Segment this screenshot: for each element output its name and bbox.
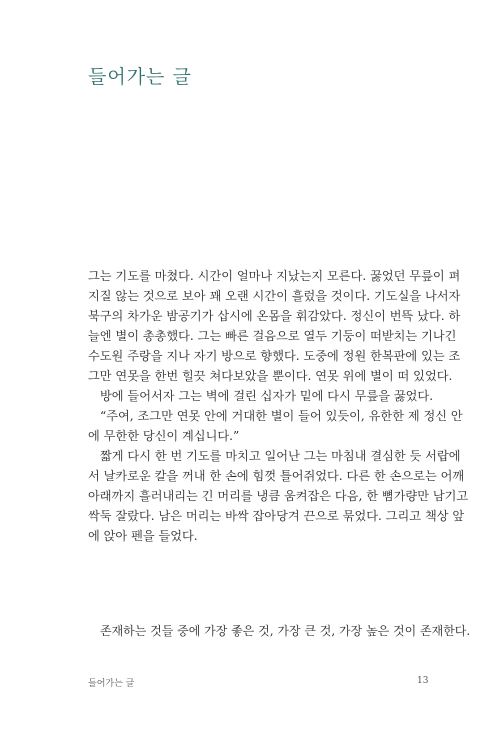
text-line: 방에 들어서자 그는 벽에 걸린 십자가 밑에 다시 무릎을 꿇었다. bbox=[100, 389, 434, 403]
chapter-title: 들어가는 글 bbox=[88, 66, 192, 88]
text-line: 서 날카로운 칼을 꺼내 한 손에 힘껏 틀어쥐었다. 다른 한 손으로는 어깨 bbox=[88, 469, 465, 483]
text-line: 그는 기도를 마쳤다. 시간이 얼마나 지났는지 모른다. 꿇었던 무릎이 펴 bbox=[88, 269, 461, 283]
text-line: 수도원 주랑을 지나 자기 방으로 향했다. 도중에 정원 한복판에 있는 조 bbox=[88, 349, 461, 363]
closing-line: 존재하는 것들 중에 가장 좋은 것, 가장 큰 것, 가장 높은 것이 존재한다. bbox=[100, 624, 471, 638]
text-line: 에 무한한 당신이 계십니다.” bbox=[88, 429, 240, 443]
text-line: 짧게 다시 한 번 기도를 마치고 일어난 그는 마침내 결심한 듯 서랍에 bbox=[100, 449, 461, 463]
text-line: 지질 않는 것으로 보아 꽤 오랜 시간이 흘렀을 것이다. 기도실을 나서자 bbox=[88, 289, 461, 303]
text-line: 아래까지 흘러내리는 긴 머리를 냉큼 움켜잡은 다음, 한 뼘가량만 남기고 bbox=[88, 489, 469, 503]
text-line: 북구의 차가운 밤공기가 삽시에 온몸을 휘감았다. 정신이 번뜩 났다. 하 bbox=[88, 309, 461, 323]
text-line: 그만 연못을 한번 힐끗 쳐다보았을 뿐이다. 연못 위에 별이 떠 있었다. bbox=[88, 369, 453, 383]
text-line: 늘엔 별이 총총했다. 그는 빠른 걸음으로 열두 기둥이 떠받치는 기나긴 bbox=[88, 329, 457, 343]
text-line: 에 앉아 펜을 들었다. bbox=[88, 529, 198, 543]
text-line: “주여, 조그만 연못 안에 거대한 별이 들어 있듯이, 유한한 제 정신 안 bbox=[100, 409, 463, 423]
body-text bbox=[88, 266, 469, 546]
page-number: 13 bbox=[417, 676, 429, 686]
text-line: 싹둑 잘랐다. 남은 머리는 바싹 잡아당겨 끈으로 묶었다. 그리고 책상 앞 bbox=[88, 509, 465, 523]
running-title: 들어가는 글 bbox=[88, 679, 135, 689]
